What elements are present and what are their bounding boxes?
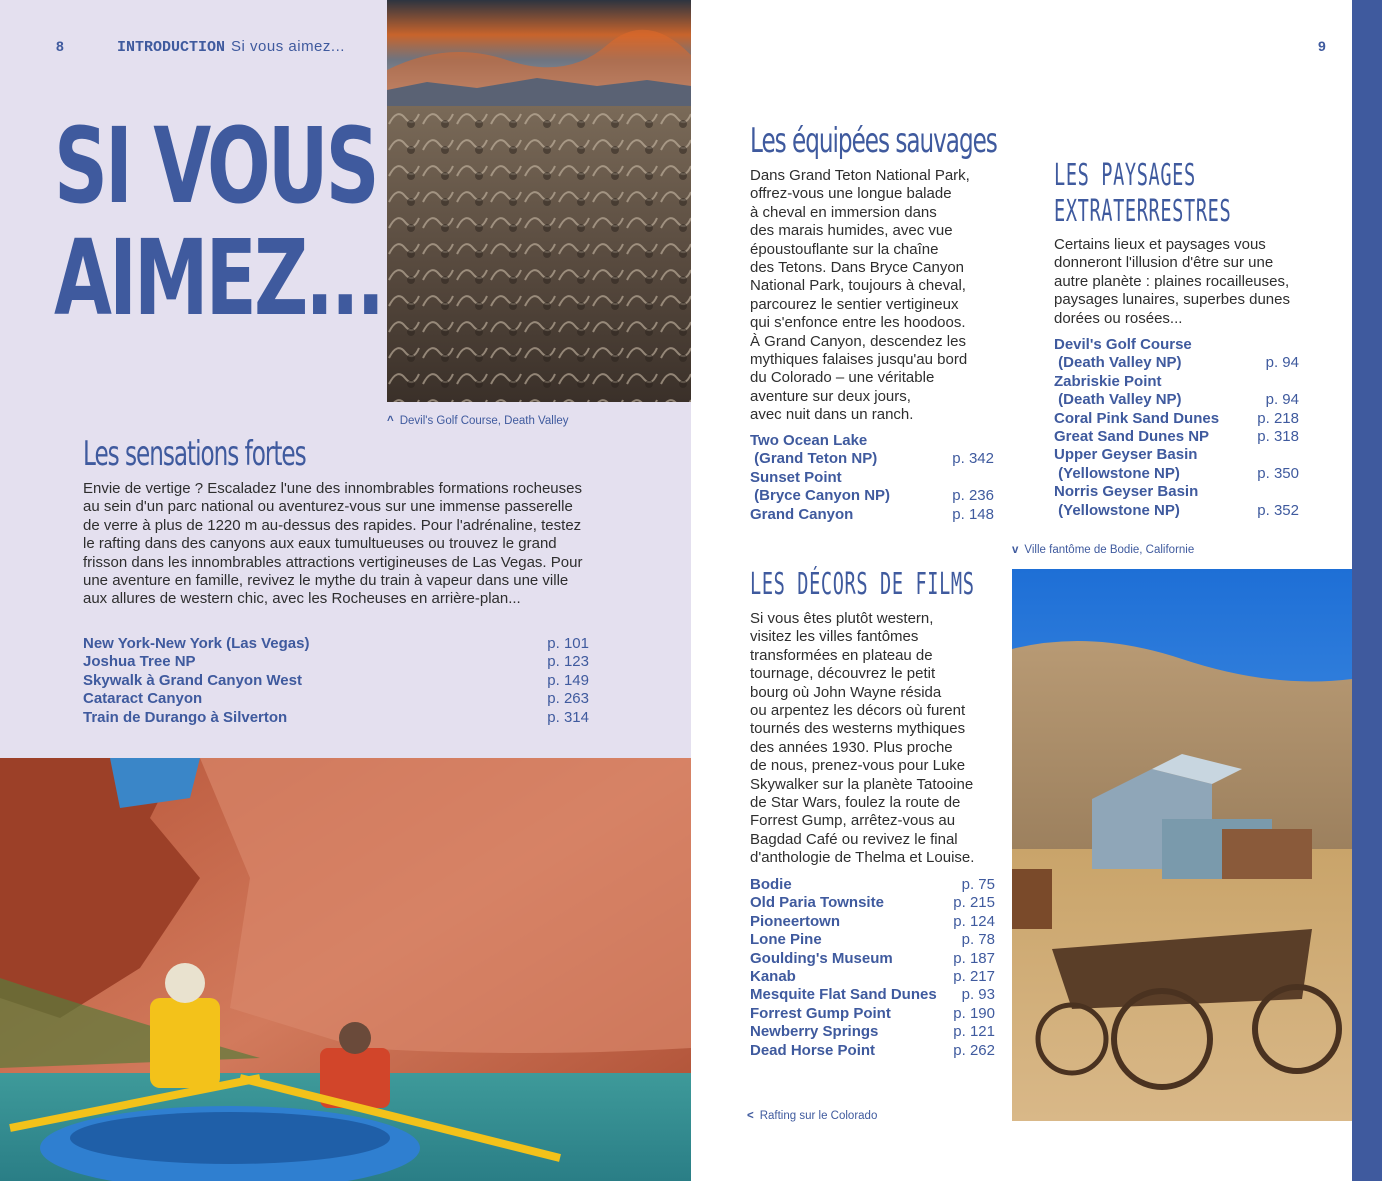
page-edge-bar xyxy=(1352,0,1382,1181)
ref-item xyxy=(1054,410,1299,428)
ref-name: Old Paria Townsite xyxy=(750,894,884,912)
ref-name: Zabriskie Point xyxy=(1054,372,1162,390)
ref-page: p. 124 xyxy=(953,912,995,930)
photo-rafting-colorado xyxy=(0,758,691,1181)
ref-name: Lone Pine xyxy=(750,931,822,949)
section-text-equipees xyxy=(750,167,990,425)
ref-name: Skywalk à Grand Canyon West xyxy=(83,671,302,689)
ref-name: Grand Canyon xyxy=(750,505,854,523)
caption-text: Rafting sur le Colorado xyxy=(759,1110,878,1122)
text-line: de nous, prenez-vous pour Luke xyxy=(750,757,966,775)
photo-devils-golf-course xyxy=(387,0,691,402)
ref-page: p. 75 xyxy=(961,876,995,893)
bodie-image xyxy=(1012,569,1352,1121)
ref-item xyxy=(750,931,995,949)
devils-golf-course-image xyxy=(387,0,691,402)
ref-item xyxy=(1054,446,1299,464)
text-line: paysages lunaires, superbes dunes xyxy=(1054,291,1290,309)
chevron-down-icon: v xyxy=(1012,544,1019,556)
text-line: Skywalker sur la planète Tatooine xyxy=(750,775,974,793)
photo-bodie-ghost-town xyxy=(1012,569,1352,1121)
ref-name: Joshua Tree NP xyxy=(83,653,196,671)
page-number-left: 8 xyxy=(56,38,64,54)
ref-name: Bodie xyxy=(750,876,792,893)
ref-item xyxy=(750,913,995,931)
text-line: parcourez le sentier vertigineux xyxy=(750,295,959,313)
page-title-line1: SI VOUS xyxy=(54,105,377,227)
section-heading-decors: LES DÉCORS DE FILMS xyxy=(750,567,975,602)
ref-name: Coral Pink Sand Dunes xyxy=(1054,409,1220,427)
ref-item xyxy=(750,450,994,468)
ref-item xyxy=(83,653,589,671)
text-line: Certains lieux et paysages vous xyxy=(1054,236,1266,253)
ref-page: p. 78 xyxy=(961,931,995,949)
section-heading-equipees: Les équipées sauvages xyxy=(750,121,997,161)
ref-name: Pioneertown xyxy=(750,912,841,930)
ref-page: p. 318 xyxy=(1257,428,1299,446)
reflist-sensations xyxy=(83,635,589,727)
ref-name: Two Ocean Lake xyxy=(750,432,868,449)
ref-page: p. 263 xyxy=(547,690,589,708)
text-line: des Tetons. Dans Bryce Canyon xyxy=(750,259,965,277)
ref-page: p. 215 xyxy=(953,894,995,912)
ref-name: Forrest Gump Point xyxy=(750,1004,891,1022)
ref-name: Mesquite Flat Sand Dunes xyxy=(750,986,937,1004)
ref-item xyxy=(1054,465,1299,483)
photo-caption-bodie xyxy=(1012,544,1194,556)
ref-name: Dead Horse Point xyxy=(750,1041,876,1059)
ref-name: (Bryce Canyon NP) xyxy=(750,487,891,505)
rafting-image xyxy=(0,758,691,1181)
running-header xyxy=(117,38,345,56)
ref-item xyxy=(83,672,589,690)
text-line: dorées ou rosées... xyxy=(1054,309,1183,327)
ref-item xyxy=(1054,373,1299,391)
section-heading-paysages-line2: EXTRATERRESTRES xyxy=(1054,194,1232,229)
ref-item xyxy=(750,432,994,450)
text-line: tournés des westerns mythiques xyxy=(750,720,966,738)
text-line: tournage, découvrez le petit xyxy=(750,665,936,683)
ref-item xyxy=(750,876,995,894)
ref-page: p. 350 xyxy=(1257,464,1299,482)
ref-page: p. 342 xyxy=(952,450,994,468)
section-text-paysages xyxy=(1054,236,1314,328)
ref-page: p. 101 xyxy=(547,635,589,652)
text-line: offrez-vous une longue balade xyxy=(750,185,952,203)
page-title-line2: AIMEZ... xyxy=(54,217,383,339)
ref-page: p. 149 xyxy=(547,671,589,689)
ref-name: Kanab xyxy=(750,968,796,986)
ref-name: (Yellowstone NP) xyxy=(1054,464,1180,482)
section-heading-sensations: Les sensations fortes xyxy=(83,434,306,474)
ref-name: (Death Valley NP) xyxy=(1054,391,1182,409)
chevron-up-icon: ^ xyxy=(387,415,394,427)
ref-name: New York-New York (Las Vegas) xyxy=(83,635,310,652)
section-heading-paysages-line1: LES PAYSAGES xyxy=(1054,158,1196,193)
section-text-decors xyxy=(750,610,995,868)
ref-item xyxy=(1054,428,1299,446)
text-line: Si vous êtes plutôt western, xyxy=(750,610,934,627)
photo-caption-rafting xyxy=(747,1110,877,1122)
ref-item xyxy=(1054,391,1299,409)
text-line: visitez les villes fantômes xyxy=(750,628,919,646)
section-text-sensations: Envie de vertige ? Escaladez l'une des innombrables formations rocheuses au sein d'un parc national ou aventurez-vous sur une immense passerelle de verre à plus de 1220 m au-dessus des rapides. Pour l'adrénaline, testez le rafting dans des canyons aux eaux tumultueuses ou trouvez le grand frisson dans les innombrables attractions vertigineuses de Las Vegas. Pour une aventure en famille, revivez le mythe du train à vapeur dans une ville aux allures de western chic, avec les Rocheuses en arrière-plan... xyxy=(83,480,583,608)
ref-name: Newberry Springs xyxy=(750,1023,879,1041)
ref-item xyxy=(1054,354,1299,372)
page-number-right: 9 xyxy=(1318,38,1326,54)
ref-name: Upper Geyser Basin xyxy=(1054,446,1198,464)
text-line: National Park, toujours à cheval, xyxy=(750,277,966,295)
ref-name: Goulding's Museum xyxy=(750,949,893,967)
ref-item xyxy=(83,690,589,708)
caption-text: Ville fantôme de Bodie, Californie xyxy=(1024,544,1195,556)
ref-page: p. 217 xyxy=(953,968,995,986)
text-line: de Star Wars, foulez la route de xyxy=(750,794,961,812)
ref-page: p. 352 xyxy=(1257,501,1299,519)
ref-page: p. 94 xyxy=(1265,391,1299,409)
ref-page: p. 218 xyxy=(1257,409,1299,427)
ref-item xyxy=(1054,336,1299,354)
reflist-equipees xyxy=(750,432,994,524)
text-line: transformées en plateau de xyxy=(750,646,933,664)
ref-name: (Yellowstone NP) xyxy=(1054,501,1180,519)
ref-name: Norris Geyser Basin xyxy=(1054,483,1199,501)
text-line: à cheval en immersion dans xyxy=(750,203,937,221)
header-title: Si vous aimez... xyxy=(231,38,345,55)
ref-item xyxy=(1054,502,1299,520)
ref-item xyxy=(1054,483,1299,501)
photo-caption-devils-golf-course xyxy=(387,415,569,427)
ref-name: Devil's Golf Course xyxy=(1054,336,1192,353)
ref-item xyxy=(750,1023,995,1041)
ref-item xyxy=(750,894,995,912)
ref-page: p. 93 xyxy=(961,986,995,1004)
text-line: époustouflante sur la chaîne xyxy=(750,240,939,258)
text-line: aventure sur deux jours, xyxy=(750,387,911,405)
text-line: Dans Grand Teton National Park, xyxy=(750,167,970,184)
ref-name: (Death Valley NP) xyxy=(1054,354,1182,372)
text-line: ou arpentez les décors où furent xyxy=(750,702,966,720)
text-line: du Colorado – une véritable xyxy=(750,369,935,387)
text-line: mythiques falaises jusqu'au bord xyxy=(750,351,968,369)
text-line: bourg où John Wayne résida xyxy=(750,683,942,701)
ref-page: p. 187 xyxy=(953,949,995,967)
ref-name: Train de Durango à Silverton xyxy=(83,708,288,726)
ref-name: Cataract Canyon xyxy=(83,690,203,708)
text-line: avec nuit dans un ranch. xyxy=(750,406,914,424)
text-line: donneront l'illusion d'être sur une xyxy=(1054,254,1274,272)
text-line: des années 1930. Plus proche xyxy=(750,738,953,756)
ref-item xyxy=(750,1005,995,1023)
ref-item xyxy=(750,487,994,505)
chevron-left-icon: < xyxy=(747,1110,754,1122)
ref-item xyxy=(750,950,995,968)
ref-name: Great Sand Dunes NP xyxy=(1054,428,1210,446)
ref-item xyxy=(750,506,994,524)
text-line: qui s'enfonce entre les hoodoos. xyxy=(750,314,966,332)
ref-item xyxy=(83,709,589,727)
ref-page: p. 236 xyxy=(952,487,994,505)
ref-page: p. 314 xyxy=(547,708,589,726)
ref-item xyxy=(83,635,589,653)
caption-text: Devil's Golf Course, Death Valley xyxy=(399,415,569,427)
ref-item xyxy=(750,968,995,986)
ref-item xyxy=(750,1042,995,1060)
ref-page: p. 190 xyxy=(953,1004,995,1022)
text-line: d'anthologie de Thelma et Louise. xyxy=(750,849,975,867)
text-line: Forrest Gump, arrêtez-vous au xyxy=(750,812,956,830)
ref-page: p. 262 xyxy=(953,1041,995,1059)
ref-page: p. 94 xyxy=(1265,354,1299,372)
ref-page: p. 148 xyxy=(952,505,994,523)
text-line: À Grand Canyon, descendez les xyxy=(750,332,966,350)
ref-item xyxy=(750,986,995,1004)
ref-page: p. 121 xyxy=(953,1023,995,1041)
ref-name: (Grand Teton NP) xyxy=(750,450,878,468)
reflist-decors xyxy=(750,876,995,1060)
text-line: autre planète : plaines rocailleuses, xyxy=(1054,272,1290,290)
text-line: des marais humides, avec vue xyxy=(750,222,953,240)
ref-name: Sunset Point xyxy=(750,468,842,486)
reflist-paysages xyxy=(1054,336,1299,520)
header-section: INTRODUCTION xyxy=(117,39,226,56)
ref-item xyxy=(750,469,994,487)
ref-page: p. 123 xyxy=(547,653,589,671)
text-line: Bagdad Café ou revivez le final xyxy=(750,830,958,848)
